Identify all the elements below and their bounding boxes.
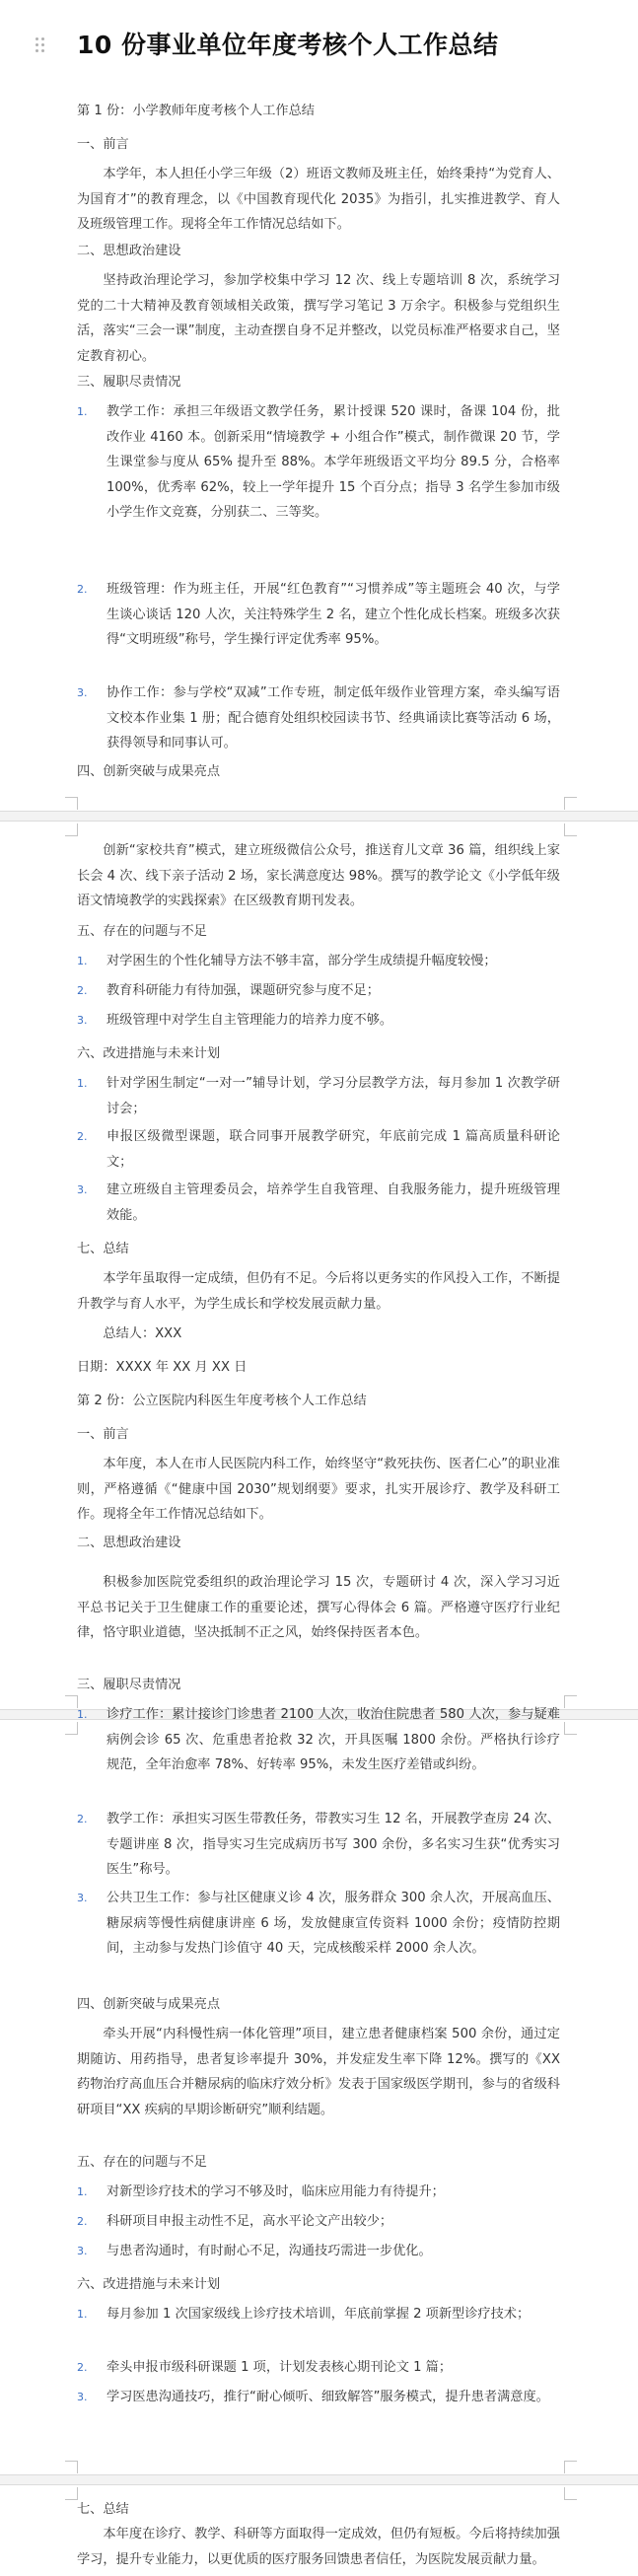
page-break bbox=[0, 2474, 638, 2485]
drag-handle-icon[interactable] bbox=[35, 37, 45, 55]
list-item: 3. 班级管理中对学生自主管理能力的培养力度不够。 bbox=[77, 1013, 393, 1028]
list-item: 1. 诊疗工作：累计接诊门诊患者 2100 人次，收治住院患者 580 人次，参与疑难病例会诊 65 次、危重患者抢救 32 次，开具医嘱 1800 余份。严格执行诊疗规范，全年治愈率 78%、好转率 95%，未发生医疗差错或纠纷。 bbox=[77, 1707, 560, 1772]
list-item: 3. 公共卫生工作：参与社区健康义诊 4 次，服务群众 300 余人次，开展高血压、糖尿病等慢性病健康讲座 6 场，发放健康宣传资料 1000 余份；疫情防控期间，主动参与发热门诊值守 40 天，完成核酸采样 2000 余人次。 bbox=[77, 1891, 560, 1956]
page-corner-mark bbox=[65, 2461, 78, 2473]
list-item: 1. 教学工作：承担三年级语文教学任务，累计授课 520 课时，备课 104 份，批改作业 4160 本。创新采用“情境教学 + 小组合作”模式，制作微课 20 节，学生课堂参与度从 65% 提升至 88%。本学年班级语文平均分 89.5 分，合格率 100%，优秀率 62%，较上一学年提升 15 个百分点；指导 3 名学生参加市级小学生作文竞赛，分别获二、三等奖。 bbox=[77, 404, 560, 520]
section-heading: 五、存在的问题与不足 bbox=[77, 924, 207, 939]
page-corner-mark bbox=[65, 797, 78, 810]
paragraph: 牵头开展“内科慢性病一体化管理”项目，建立患者健康档案 500 余份，通过定期随访、用药指导，患者复诊率提升 30%，并发症发生率下降 12%。撰写的《XX 药物治疗高血压合并糖尿病的临床疗效分析》发表于国家级医学期刊，参与的省级科研项目“XX 疾病的早期诊断研究”顺利结题。 bbox=[77, 2027, 560, 2117]
summary-1-heading: 第 1 份：小学教师年度考核个人工作总结 bbox=[77, 104, 315, 118]
page-corner-mark bbox=[564, 1695, 577, 1708]
paragraph: 创新“家校共育”模式，建立班级微信公众号，推送育儿文章 36 篇，组织线上家长会 4 次、线下亲子活动 2 场，家长满意度达 98%。撰写的教学论文《小学低年级语文情境教学的实践探索》在区级教育期刊发表。 bbox=[77, 843, 560, 908]
list-item: 1. 针对学困生制定“一对一”辅导计划，学习分层教学方法，每月参加 1 次教学研讨会； bbox=[77, 1076, 560, 1116]
section-heading: 三、履职尽责情况 bbox=[77, 375, 181, 390]
list-item: 1. 对学困生的个性化辅导方法不够丰富，部分学生成绩提升幅度较慢； bbox=[77, 954, 497, 968]
list-item: 3. 协作工作：参与学校“双减”工作专班，制定低年级作业管理方案，牵头编写语文校本作业集 1 册；配合德育处组织校园读书节、经典诵读比赛等活动 6 场，获得领导和同事认可。 bbox=[77, 685, 560, 751]
paragraph: 本年度，本人在市人民医院内科工作，始终坚守“救死扶伤、医者仁心”的职业准则，严格遵循《“健康中国 2030”规划纲要》要求，扎实开展诊疗、教学及科研工作。现将全年工作情况总结如下。 bbox=[77, 1457, 560, 1522]
list-item: 2. 申报区级微型课题，联合同事开展教学研究，年底前完成 1 篇高质量科研论文； bbox=[77, 1129, 560, 1170]
section-heading: 一、前言 bbox=[77, 1427, 129, 1442]
page-corner-mark bbox=[564, 2487, 577, 2500]
section-heading: 四、创新突破与成果亮点 bbox=[77, 1997, 221, 2012]
list-item: 2. 教学工作：承担实习医生带教任务，带教实习生 12 名，开展教学查房 24 次、专题讲座 8 次，指导实习生完成病历书写 300 余份，多名实习生获“优秀实习医生”称号。 bbox=[77, 1812, 560, 1877]
page-corner-mark bbox=[564, 1722, 577, 1735]
list-item: 2. 牵头申报市级科研课题 1 项，计划发表核心期刊论文 1 篇； bbox=[77, 2360, 453, 2375]
page-corner-mark bbox=[564, 823, 577, 836]
paragraph: 积极参加医院党委组织的政治理论学习 15 次，专题研讨 4 次，深入学习习近平总书记关于卫生健康工作的重要论述，撰写心得体会 6 篇。严格遵守医疗行业纪律，恪守职业道德，坚决抵制不正之风，始终保持医者本色。 bbox=[77, 1575, 560, 1640]
page-corner-mark bbox=[65, 823, 78, 836]
page-corner-mark bbox=[564, 797, 577, 810]
paragraph: 坚持政治理论学习，参加学校集中学习 12 次、线上专题培训 8 次，系统学习党的二十大精神及教育领域相关政策，撰写学习笔记 3 万余字。积极参与党组织生活，落实“三会一课”制度，主动查摆自身不足并整改，以党员标准严格要求自己，坚定教育初心。 bbox=[77, 273, 560, 364]
list-item: 1. 对新型诊疗技术的学习不够及时，临床应用能力有待提升； bbox=[77, 2184, 445, 2199]
list-item: 2. 科研项目申报主动性不足，高水平论文产出较少； bbox=[77, 2214, 393, 2229]
document-title: 10 份事业单位年度考核个人工作总结 bbox=[77, 31, 499, 59]
summary-2-heading: 第 2 份：公立医院内科医生年度考核个人工作总结 bbox=[77, 1394, 367, 1408]
page-corner-mark bbox=[564, 2461, 577, 2473]
section-heading: 七、总结 bbox=[77, 2502, 129, 2517]
section-heading: 二、思想政治建设 bbox=[77, 1536, 181, 1550]
list-item: 3. 与患者沟通时，有时耐心不足，沟通技巧需进一步优化。 bbox=[77, 2244, 432, 2258]
section-heading: 一、前言 bbox=[77, 137, 129, 152]
section-heading: 四、创新突破与成果亮点 bbox=[77, 764, 221, 779]
section-heading: 六、改进措施与未来计划 bbox=[77, 1046, 221, 1061]
signature: 总结人：XXX bbox=[103, 1326, 182, 1341]
list-item: 3. 学习医患沟通技巧，推行“耐心倾听、细致解答”服务模式，提升患者满意度。 bbox=[77, 2390, 549, 2404]
paragraph: 本学年虽取得一定成绩，但仍有不足。今后将以更务实的作风投入工作，不断提升教学与育人水平，为学生成长和学校发展贡献力量。 bbox=[77, 1271, 560, 1312]
section-heading: 三、履职尽责情况 bbox=[77, 1678, 181, 1692]
list-item: 1. 每月参加 1 次国家级线上诊疗技术培训，年底前掌握 2 项新型诊疗技术； bbox=[77, 2307, 531, 2322]
paragraph: 本年度在诊疗、教学、科研等方面取得一定成效，但仍有短板。今后将持续加强学习，提升专业能力，以更优质的医疗服务回馈患者信任，为医院发展贡献力量。 bbox=[77, 2527, 560, 2567]
date-line: 日期：XXXX 年 XX 月 XX 日 bbox=[77, 1360, 248, 1375]
page-break bbox=[0, 811, 638, 822]
list-item: 2. 班级管理：作为班主任，开展“红色教育”“习惯养成”等主题班会 40 次，与学生谈心谈话 120 人次，关注特殊学生 2 名，建立个性化成长档案。班级多次获得“文明班级”称号，学生操行评定优秀率 95%。 bbox=[77, 582, 560, 647]
section-heading: 六、改进措施与未来计划 bbox=[77, 2277, 221, 2292]
section-heading: 二、思想政治建设 bbox=[77, 244, 181, 258]
section-heading: 五、存在的问题与不足 bbox=[77, 2155, 207, 2170]
list-item: 2. 教育科研能力有待加强，课题研究参与度不足； bbox=[77, 983, 380, 998]
section-heading: 七、总结 bbox=[77, 1242, 129, 1256]
paragraph: 本学年，本人担任小学三年级（2）班语文教师及班主任，始终秉持“为党育人、为国育才”的教育理念，以《中国教育现代化 2035》为指引，扎实推进教学、育人及班级管理工作。现将全年工作情况总结如下。 bbox=[77, 167, 560, 232]
list-item: 3. 建立班级自主管理委员会，培养学生自我管理、自我服务能力，提升班级管理效能。 bbox=[77, 1182, 560, 1223]
